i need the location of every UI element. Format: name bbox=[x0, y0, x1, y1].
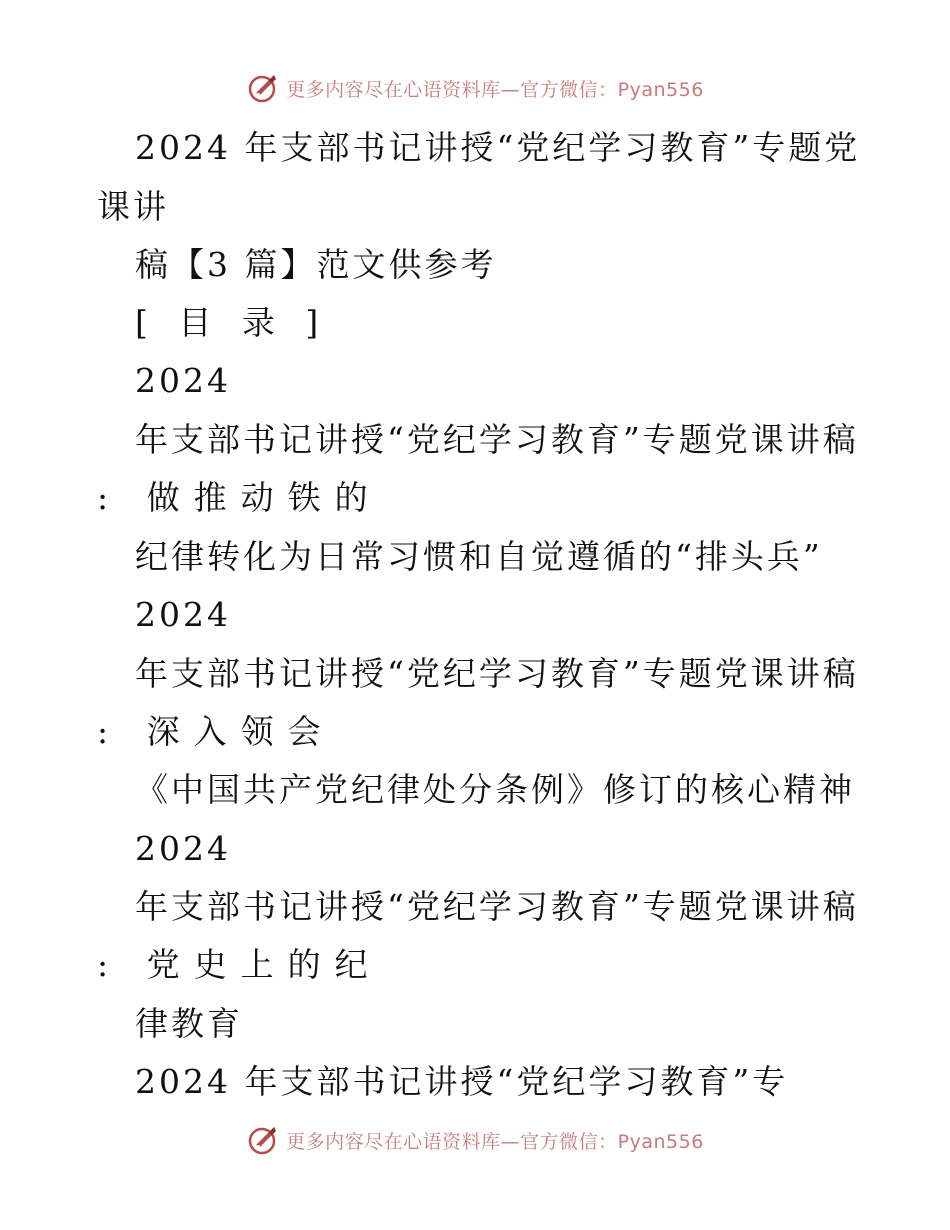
doc-line-16: 律教育 bbox=[135, 1004, 243, 1043]
pen-logo-icon bbox=[246, 71, 280, 105]
footer-watermark bbox=[0, 1120, 950, 1160]
doc-line-11: : 深入领会 bbox=[97, 712, 335, 751]
footer-watermark-text: 更多内容尽在心语资料库—官方微信：Pyan556 bbox=[286, 1130, 704, 1153]
doc-line-7: : 做推动铁的 bbox=[97, 478, 382, 517]
doc-line-10: 年支部书记讲授“党纪学习教育”专题党课讲稿 bbox=[135, 654, 859, 693]
doc-line-13: 2024 bbox=[135, 829, 231, 868]
pen-logo-icon bbox=[246, 1123, 280, 1157]
doc-line-17: 2024 年支部书记讲授“党纪学习教育”专 bbox=[135, 1062, 789, 1101]
doc-line-9: 2024 bbox=[135, 595, 231, 634]
doc-line-8: 纪律转化为日常习惯和自觉遵循的“排头兵” bbox=[135, 537, 823, 576]
header-watermark bbox=[0, 68, 950, 108]
footer-watermark-content bbox=[246, 1123, 704, 1157]
doc-line-5: 2024 bbox=[135, 361, 231, 400]
doc-line-6: 年支部书记讲授“党纪学习教育”专题党课讲稿 bbox=[135, 420, 859, 459]
header-watermark-content bbox=[246, 71, 704, 105]
doc-line-2: 课讲 bbox=[97, 187, 169, 226]
doc-line-15: : 党史上的纪 bbox=[97, 945, 382, 984]
doc-line-1: 2024 年支部书记讲授“党纪学习教育”专题党 bbox=[135, 128, 861, 167]
doc-line-12: 《中国共产党纪律处分条例》修订的核心精神 bbox=[135, 770, 855, 809]
toc-heading: [ 目 录 ] bbox=[135, 303, 329, 342]
doc-line-14: 年支部书记讲授“党纪学习教育”专题党课讲稿 bbox=[135, 887, 859, 926]
doc-line-3: 稿【3 篇】范文供参考 bbox=[135, 245, 497, 284]
header-watermark-text: 更多内容尽在心语资料库—官方微信：Pyan556 bbox=[286, 78, 704, 101]
